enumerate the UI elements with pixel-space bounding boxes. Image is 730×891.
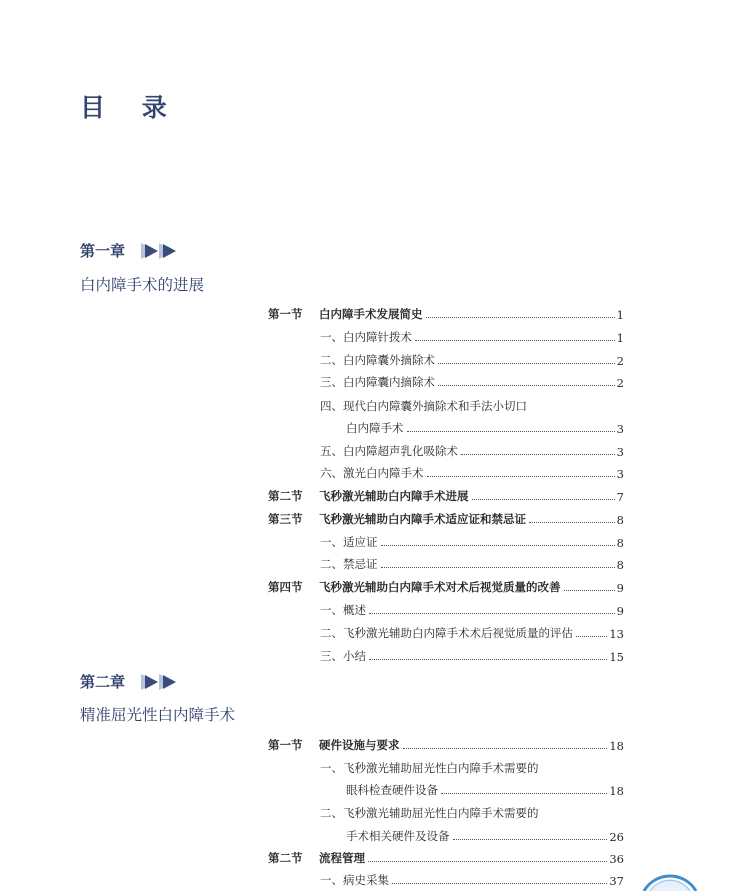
item-title: 二、飞秒激光辅助屈光性白内障手术需要的 <box>320 806 539 820</box>
item-title: 六、激光白内障手术 <box>320 466 424 480</box>
item-title: 一、飞秒激光辅助屈光性白内障手术需要的 <box>320 761 539 775</box>
item-title: 二、禁忌证 <box>320 557 378 571</box>
page-number: 37 <box>609 874 624 888</box>
double-arrow-icon <box>139 672 179 692</box>
toc-item-entry[interactable] <box>320 463 624 481</box>
section-title: 白内障手术发展简史 <box>319 307 423 321</box>
toc-item-entry[interactable] <box>320 327 624 345</box>
page-number: 3 <box>616 467 624 481</box>
page-number: 18 <box>609 739 624 753</box>
dot-leader <box>441 793 607 794</box>
toc-section-entry[interactable] <box>268 577 624 595</box>
toc-item-entry-line2[interactable] <box>346 418 624 436</box>
toc-section-entry[interactable] <box>268 735 624 753</box>
page-number: 8 <box>616 558 624 572</box>
section-title: 流程管理 <box>319 851 365 865</box>
toc-item-entry[interactable] <box>320 646 624 664</box>
section-title: 硬件设施与要求 <box>319 738 400 752</box>
page-number: 2 <box>616 354 624 368</box>
toc-item-entry-line2[interactable] <box>346 826 624 844</box>
dot-leader <box>407 431 615 432</box>
page-corner-decoration <box>640 872 700 891</box>
dot-leader <box>415 340 615 341</box>
dot-leader <box>461 454 615 455</box>
item-title: 一、适应证 <box>320 535 378 549</box>
page-title: 目 录 <box>80 93 181 122</box>
dot-leader <box>427 476 615 477</box>
dot-leader <box>381 567 615 568</box>
chapter-label: 第一章 <box>80 242 126 260</box>
toc-section-entry[interactable] <box>268 304 624 322</box>
dot-leader <box>369 613 615 614</box>
dot-leader <box>438 385 615 386</box>
page-number: 1 <box>616 308 624 322</box>
toc-item-entry-line1[interactable] <box>320 803 624 821</box>
page-number: 3 <box>616 422 624 436</box>
dot-leader <box>403 748 608 749</box>
dot-leader <box>453 839 608 840</box>
page-number: 8 <box>616 536 624 550</box>
dot-leader <box>426 317 615 318</box>
section-number: 第一节 <box>268 738 303 752</box>
chapter-heading <box>80 240 179 261</box>
chapter-label: 第二章 <box>80 673 126 691</box>
double-arrow-icon <box>139 241 179 261</box>
page-number: 26 <box>609 830 624 844</box>
page-number: 18 <box>609 784 624 798</box>
chapter-heading <box>80 671 179 692</box>
toc-item-entry-line1[interactable] <box>320 396 624 414</box>
page-number: 1 <box>616 331 624 345</box>
dot-leader <box>438 363 615 364</box>
toc-item-entry[interactable] <box>320 600 624 618</box>
page-number: 13 <box>609 627 624 641</box>
dot-leader <box>576 636 607 637</box>
section-title: 飞秒激光辅助白内障手术进展 <box>319 489 469 503</box>
item-title-continued: 眼科检查硬件设备 <box>346 783 438 797</box>
section-number: 第二节 <box>268 489 303 503</box>
toc-section-entry[interactable] <box>268 486 624 504</box>
dot-leader <box>368 861 607 862</box>
dot-leader <box>529 522 615 523</box>
section-title: 飞秒激光辅助白内障手术适应证和禁忌证 <box>319 512 526 526</box>
item-title: 三、小结 <box>320 649 366 663</box>
item-title-continued: 手术相关硬件及设备 <box>346 829 450 843</box>
item-title: 四、现代白内障囊外摘除术和手法小切口 <box>320 399 527 413</box>
item-title: 二、飞秒激光辅助白内障手术术后视觉质量的评估 <box>320 626 573 640</box>
page-number: 36 <box>609 852 624 866</box>
section-number: 第四节 <box>268 580 303 594</box>
item-title: 三、白内障囊内摘除术 <box>320 375 435 389</box>
item-title: 一、白内障针拨术 <box>320 330 412 344</box>
toc-item-entry[interactable] <box>320 350 624 368</box>
toc-item-entry[interactable] <box>320 870 624 888</box>
item-title: 一、病史采集 <box>320 873 389 887</box>
chapter-title: 白内障手术的进展 <box>80 276 205 294</box>
page-number: 9 <box>616 604 624 618</box>
page-number: 9 <box>616 581 624 595</box>
toc-section-entry[interactable] <box>268 509 624 527</box>
section-number: 第二节 <box>268 851 303 865</box>
toc-section-entry[interactable] <box>268 848 624 866</box>
item-title: 一、概述 <box>320 603 366 617</box>
toc-item-entry[interactable] <box>320 554 624 572</box>
item-title: 五、白内障超声乳化吸除术 <box>320 444 458 458</box>
page-number: 2 <box>616 376 624 390</box>
page-number: 15 <box>609 650 624 664</box>
dot-leader <box>369 659 607 660</box>
section-title: 飞秒激光辅助白内障手术对术后视觉质量的改善 <box>319 580 561 594</box>
section-number: 第一节 <box>268 307 303 321</box>
chapter-title: 精准屈光性白内障手术 <box>80 706 236 724</box>
dot-leader <box>472 499 615 500</box>
page-number: 7 <box>616 490 624 504</box>
item-title: 二、白内障囊外摘除术 <box>320 353 435 367</box>
toc-item-entry[interactable] <box>320 441 624 459</box>
toc-item-entry-line1[interactable] <box>320 758 624 776</box>
dot-leader <box>564 590 615 591</box>
toc-item-entry[interactable] <box>320 532 624 550</box>
item-title-continued: 白内障手术 <box>346 421 404 435</box>
page-number: 8 <box>616 513 624 527</box>
dot-leader <box>392 883 607 884</box>
toc-item-entry[interactable] <box>320 372 624 390</box>
dot-leader <box>381 545 615 546</box>
toc-item-entry-line2[interactable] <box>346 780 624 798</box>
section-number: 第三节 <box>268 512 303 526</box>
toc-item-entry[interactable] <box>320 623 624 641</box>
page-number: 3 <box>616 445 624 459</box>
